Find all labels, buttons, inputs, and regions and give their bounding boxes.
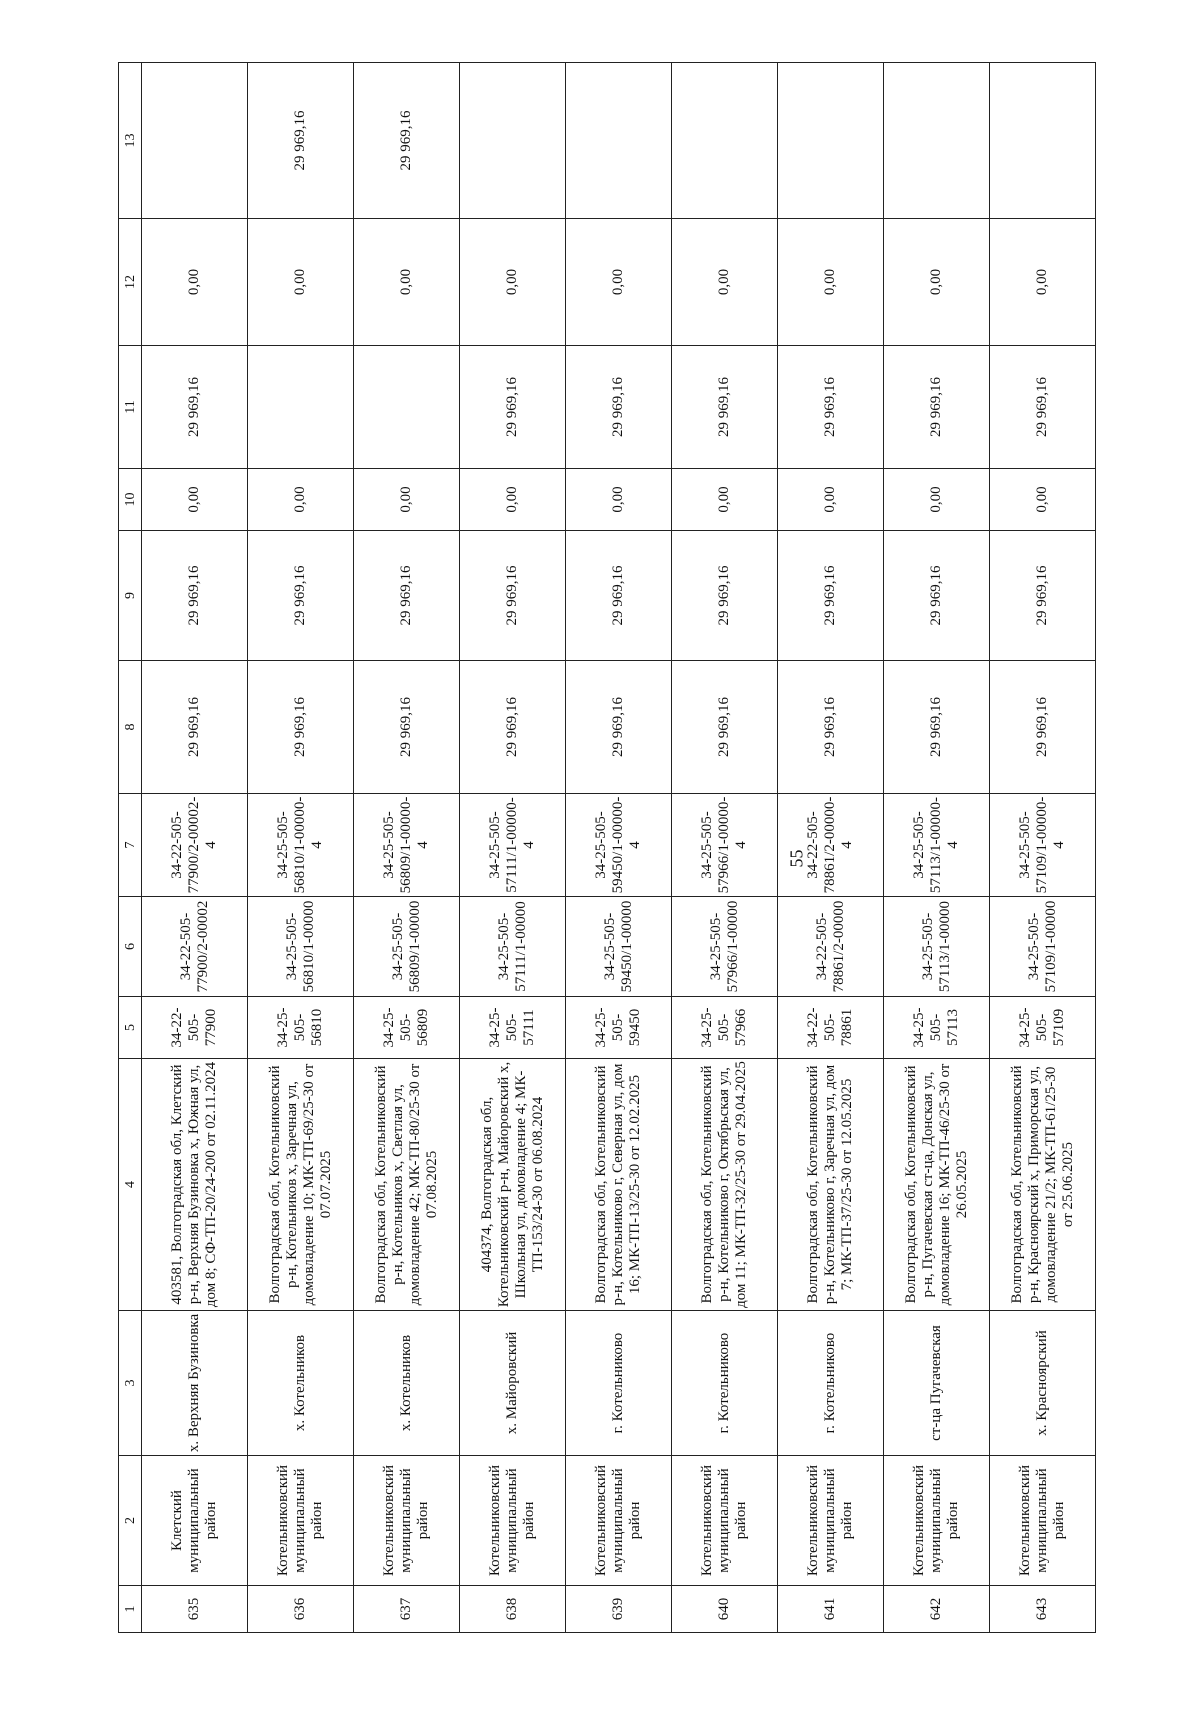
table-cell: 29 969,16	[672, 531, 778, 661]
table-cell: 29 969,16	[142, 531, 248, 661]
table-cell: х. Верхняя Бузиновка	[142, 1311, 248, 1456]
column-header: 8	[119, 661, 142, 794]
table-cell: 642	[884, 1586, 990, 1633]
table-cell: 403581, Волгоградская обл, Клетский р-н, Верхняя Бузиновка х, Южная ул, дом 8; СФ-ТП-20/24-200 от 02.11.2024	[142, 1059, 248, 1311]
column-header: 13	[119, 63, 142, 219]
column-header: 4	[119, 1059, 142, 1311]
table-cell: 0,00	[566, 469, 672, 531]
table-cell: ст-ца Пугачевская	[884, 1311, 990, 1456]
table-cell: 34-25-505-56809	[354, 997, 460, 1059]
table-cell: 34-25-505-57111	[460, 997, 566, 1059]
table-cell: х. Котельников	[248, 1311, 354, 1456]
column-header: 3	[119, 1311, 142, 1456]
table-cell: 0,00	[778, 469, 884, 531]
table-cell: 29 969,16	[142, 346, 248, 469]
table-cell: 29 969,16	[778, 661, 884, 794]
header-row	[119, 63, 142, 1633]
table-cell: 29 969,16	[142, 661, 248, 794]
column-header: 11	[119, 346, 142, 469]
table-cell: Котельниковский муниципальный район	[566, 1456, 672, 1586]
table-cell: Котельниковский муниципальный район	[354, 1456, 460, 1586]
table-cell: 635	[142, 1586, 248, 1633]
table-row	[884, 63, 990, 1633]
table-cell: 29 969,16	[778, 346, 884, 469]
table-cell	[354, 346, 460, 469]
table-row	[778, 63, 884, 1633]
table-cell: 34-22-505-77900/2-00002	[142, 897, 248, 997]
table-cell	[142, 63, 248, 219]
table-cell: 0,00	[672, 469, 778, 531]
table-cell: 29 969,16	[672, 661, 778, 794]
table-cell: 34-22-505-78861/2-00000-4	[778, 794, 884, 897]
column-header: 2	[119, 1456, 142, 1586]
table-cell: 34-25-505-56810/1-00000-4	[248, 794, 354, 897]
table-row	[142, 63, 248, 1633]
table-cell: 34-25-505-56810/1-00000	[248, 897, 354, 997]
table-cell: 29 969,16	[884, 346, 990, 469]
table-cell: 0,00	[990, 469, 1096, 531]
table-cell: 0,00	[354, 469, 460, 531]
table-cell: 0,00	[566, 219, 672, 346]
table-cell: 636	[248, 1586, 354, 1633]
table-cell	[990, 63, 1096, 219]
table-cell	[566, 63, 672, 219]
table-cell: 34-25-505-57111/1-00000-4	[460, 794, 566, 897]
table-cell: 29 969,16	[248, 661, 354, 794]
table-cell: 0,00	[778, 219, 884, 346]
table-cell: Котельниковский муниципальный район	[460, 1456, 566, 1586]
table-cell: 34-22-505-78861	[778, 997, 884, 1059]
table-cell: 34-22-505-78861/2-00000	[778, 897, 884, 997]
table-cell: 29 969,16	[460, 531, 566, 661]
table-cell: 0,00	[460, 469, 566, 531]
table-cell: 0,00	[672, 219, 778, 346]
table-cell: 0,00	[248, 219, 354, 346]
table-cell: 638	[460, 1586, 566, 1633]
table-cell: 34-25-505-56809/1-00000-4	[354, 794, 460, 897]
table-cell: 34-25-505-57113/1-00000	[884, 897, 990, 997]
table-cell	[672, 63, 778, 219]
table-cell: х. Котельников	[354, 1311, 460, 1456]
table-cell: Волгоградская обл, Котельниковский р-н, Котельниково г, Заречная ул, дом 7; МК-ТП-37/25-30 от 12.05.2025	[778, 1059, 884, 1311]
table-cell: 637	[354, 1586, 460, 1633]
column-header: 1	[119, 1586, 142, 1633]
table-cell: Волгоградская обл, Котельниковский р-н, Красноярский х, Приморская ул, домовладение 21/2; МК-ТП-61/25-30 от 25.06.2025	[990, 1059, 1096, 1311]
table-cell: 0,00	[460, 219, 566, 346]
table-cell: Котельниковский муниципальный район	[778, 1456, 884, 1586]
table-cell: 29 969,16	[990, 531, 1096, 661]
table-cell: 29 969,16	[884, 661, 990, 794]
table-row	[460, 63, 566, 1633]
table-cell: Волгоградская обл, Котельниковский р-н, Котельниково г, Октябрьская ул, дом 11; МК-ТП-32/25-30 от 29.04.2025	[672, 1059, 778, 1311]
table-cell: г. Котельниково	[778, 1311, 884, 1456]
table-row	[672, 63, 778, 1633]
data-table	[118, 62, 1096, 1633]
table-body	[142, 63, 1096, 1633]
table-cell: 0,00	[354, 219, 460, 346]
table-cell: 34-25-505-56809/1-00000	[354, 897, 460, 997]
table-cell: 29 969,16	[566, 661, 672, 794]
table-cell: 29 969,16	[354, 661, 460, 794]
table-cell: Волгоградская обл, Котельниковский р-н, Котельников х, Заречная ул, домовладение 10; МК-ТП-69/25-30 от 07.07.2025	[248, 1059, 354, 1311]
table-cell: 34-22-505-77900/2-00002-4	[142, 794, 248, 897]
table-cell	[460, 63, 566, 219]
table-cell: 34-25-505-57109/1-00000	[990, 897, 1096, 997]
table-cell: Котельниковский муниципальный район	[672, 1456, 778, 1586]
table-cell: г. Котельниково	[672, 1311, 778, 1456]
table-cell: 641	[778, 1586, 884, 1633]
table-cell: 29 969,16	[354, 63, 460, 219]
table-cell: 0,00	[884, 219, 990, 346]
table-cell: х. Красноярский	[990, 1311, 1096, 1456]
table-cell: 34-25-505-57966/1-00000-4	[672, 794, 778, 897]
table-cell	[248, 346, 354, 469]
table-cell: Волгоградская обл, Котельниковский р-н, Котельниково г, Северная ул, дом 16; МК-ТП-13/25-30 от 12.02.2025	[566, 1059, 672, 1311]
table-cell: 29 969,16	[990, 346, 1096, 469]
table-cell: 0,00	[142, 469, 248, 531]
column-header: 9	[119, 531, 142, 661]
table-cell: 29 969,16	[884, 531, 990, 661]
table-cell: 34-25-505-57113	[884, 997, 990, 1059]
table-cell: 34-25-505-57966	[672, 997, 778, 1059]
table-cell: 29 969,16	[566, 346, 672, 469]
table-cell: 29 969,16	[460, 661, 566, 794]
table-cell: 29 969,16	[672, 346, 778, 469]
table-cell: 29 969,16	[354, 531, 460, 661]
table-row	[566, 63, 672, 1633]
table-cell: 34-25-505-57109	[990, 997, 1096, 1059]
table-cell: 34-25-505-57966/1-00000	[672, 897, 778, 997]
table-row	[354, 63, 460, 1633]
table-cell: 640	[672, 1586, 778, 1633]
column-header: 12	[119, 219, 142, 346]
table-cell: 404374, Волгоградская обл, Котельниковский р-н, Майоровский х, Школьная ул, домовладение 4; МК-ТП-153/24-30 от 06.08.2024	[460, 1059, 566, 1311]
table-cell: 34-25-505-57113/1-00000-4	[884, 794, 990, 897]
table-cell: Котельниковский муниципальный район	[884, 1456, 990, 1586]
table-cell: 29 969,16	[248, 63, 354, 219]
table-cell: 29 969,16	[460, 346, 566, 469]
table-cell	[884, 63, 990, 219]
table-cell: 34-22-505-77900	[142, 997, 248, 1059]
table-row	[990, 63, 1096, 1633]
table-cell: г. Котельниково	[566, 1311, 672, 1456]
table-cell: 34-25-505-59450/1-00000	[566, 897, 672, 997]
table-cell: 29 969,16	[990, 661, 1096, 794]
table-cell: 29 969,16	[566, 531, 672, 661]
table-cell: 0,00	[142, 219, 248, 346]
table-cell: 639	[566, 1586, 672, 1633]
table-cell: 34-25-505-59450/1-00000-4	[566, 794, 672, 897]
table-cell: 34-25-505-59450	[566, 997, 672, 1059]
table-cell: Волгоградская обл, Котельниковский р-н, Котельников х, Светлая ул, домовладение 42; МК-ТП-80/25-30 от 07.08.2025	[354, 1059, 460, 1311]
table-cell: Котельниковский муниципальный район	[248, 1456, 354, 1586]
column-header: 10	[119, 469, 142, 531]
table-cell: 643	[990, 1586, 1096, 1633]
table-cell: 34-25-505-57111/1-00000	[460, 897, 566, 997]
table-cell: 29 969,16	[778, 531, 884, 661]
table-cell: Волгоградская обл, Котельниковский р-н, Пугачевская ст-ца, Донская ул, домовладение 16; МК-ТП-46/25-30 от 26.05.2025	[884, 1059, 990, 1311]
column-header: 6	[119, 897, 142, 997]
table-row	[248, 63, 354, 1633]
column-header: 5	[119, 997, 142, 1059]
table-cell: 34-25-505-56810	[248, 997, 354, 1059]
table-cell	[778, 63, 884, 219]
table-cell: 29 969,16	[248, 531, 354, 661]
column-header: 7	[119, 794, 142, 897]
table-cell: 0,00	[248, 469, 354, 531]
table-cell: 0,00	[990, 219, 1096, 346]
table-cell: 0,00	[884, 469, 990, 531]
rotated-table-wrapper	[118, 63, 1093, 1633]
table-cell: 34-25-505-57109/1-00000-4	[990, 794, 1096, 897]
table-cell: Клетский муниципальный район	[142, 1456, 248, 1586]
table-cell: х. Майоровский	[460, 1311, 566, 1456]
table-cell: Котельниковский муниципальный район	[990, 1456, 1096, 1586]
page-number: 55	[786, 849, 807, 868]
